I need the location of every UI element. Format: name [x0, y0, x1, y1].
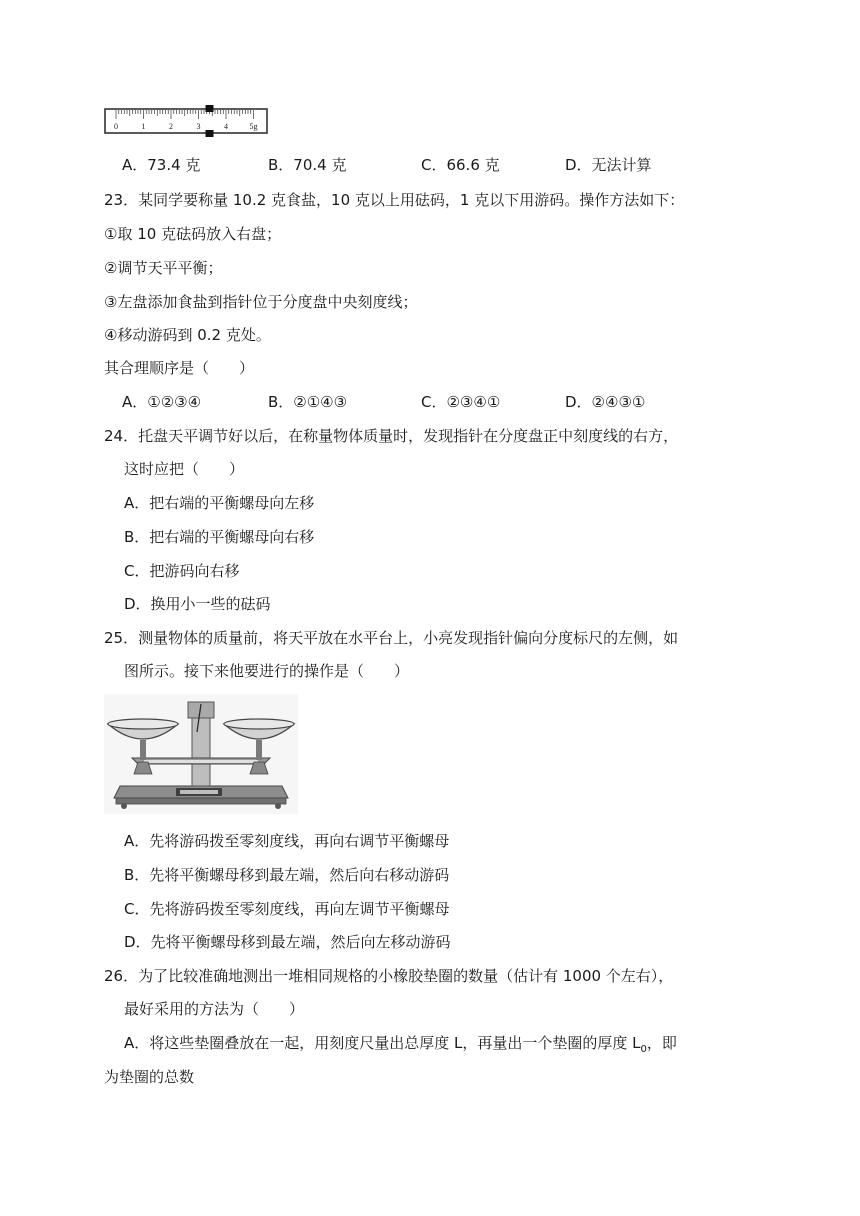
rider-bottom [206, 130, 214, 137]
ruler-tick-label: 1 [141, 122, 146, 131]
q23-step-3: ③左盘添加食盐到指针位于分度盘中央刻度线； [104, 293, 418, 311]
q25-stem-line1: 25．测量物体的质量前，将天平放在水平台上，小亮发现指针偏向分度标尺的左侧，如 [104, 629, 679, 647]
q26-option-a-text: A．将这些垫圈叠放在一起，用刻度尺量出总厚度 L，再量出一个垫圈的厚度 L [124, 1034, 641, 1052]
q25-stem-line2: 图所示。接下来他要进行的操作是（ ） [124, 662, 410, 680]
balance-ruler-figure [104, 103, 272, 139]
q23-step-2: ②调节天平平衡； [104, 259, 223, 277]
q22-options [122, 155, 822, 175]
q23-stem: 23．某同学要称量 10.2 克食盐，10 克以上用砝码，1 克以下用游码。操作方法如下： [104, 191, 685, 209]
q25-option-d[interactable]: D．先将平衡螺母移到最左端，然后向左移动游码 [124, 933, 451, 951]
rider-top [206, 105, 214, 112]
q23-option-b[interactable]: B．②①④③ [268, 393, 348, 411]
q24-stem-line2: 这时应把（ ） [124, 460, 245, 478]
q24-option-c[interactable]: C．把游码向右移 [124, 562, 240, 580]
q26-option-a-line1[interactable] [124, 1033, 677, 1060]
q26-option-a-line2: 为垫圈的总数 [104, 1068, 195, 1086]
ruler-tick-label: 3 [196, 122, 201, 131]
balance-scale-figure [104, 694, 298, 814]
q23-option-a[interactable]: A．①②③④ [122, 393, 202, 411]
q22-option-d[interactable]: D．无法计算 [565, 156, 652, 174]
q23-step-1: ①取 10 克砝码放入右盘； [104, 225, 282, 243]
q26-option-a-tail: ，即 [646, 1034, 677, 1052]
q24-option-a[interactable]: A．把右端的平衡螺母向左移 [124, 494, 315, 512]
ruler-tick-label: 5g [249, 122, 258, 131]
q26-stem-line2: 最好采用的方法为（ ） [124, 1000, 305, 1018]
q23-question: 其合理顺序是（ ） [104, 359, 255, 377]
ruler-tick-label: 2 [169, 122, 173, 131]
q25-option-c[interactable]: C．先将游码拨至零刻度线，再向左调节平衡螺母 [124, 900, 450, 918]
q22-option-c[interactable]: C．66.6 克 [421, 156, 500, 174]
q24-option-d[interactable]: D．换用小一些的砝码 [124, 595, 271, 613]
q22-option-a[interactable]: A．73.4 克 [122, 156, 201, 174]
q23-option-c[interactable]: C．②③④① [421, 393, 501, 411]
q25-option-a[interactable]: A．先将游码拨至零刻度线，再向右调节平衡螺母 [124, 832, 450, 850]
q23-option-d[interactable]: D．②④③① [565, 393, 646, 411]
q26-stem-line1: 26．为了比较准确地测出一堆相同规格的小橡胶垫圈的数量（估计有 1000 个左右）， [104, 967, 674, 985]
q23-step-4: ④移动游码到 0.2 克处。 [104, 326, 271, 344]
q25-option-b[interactable]: B．先将平衡螺母移到最左端，然后向右移动游码 [124, 866, 450, 884]
ruler-tick-label: 4 [224, 122, 228, 131]
q24-stem-line1: 24．托盘天平调节好以后，在称量物体质量时，发现指针在分度盘正中刻度线的右方， [104, 427, 679, 445]
q23-options [122, 392, 822, 412]
ruler-tick-label: 0 [114, 122, 118, 131]
q24-option-b[interactable]: B．把右端的平衡螺母向右移 [124, 528, 315, 546]
q22-option-b[interactable]: B．70.4 克 [268, 156, 347, 174]
q26-subscript: 0 [640, 1044, 647, 1055]
